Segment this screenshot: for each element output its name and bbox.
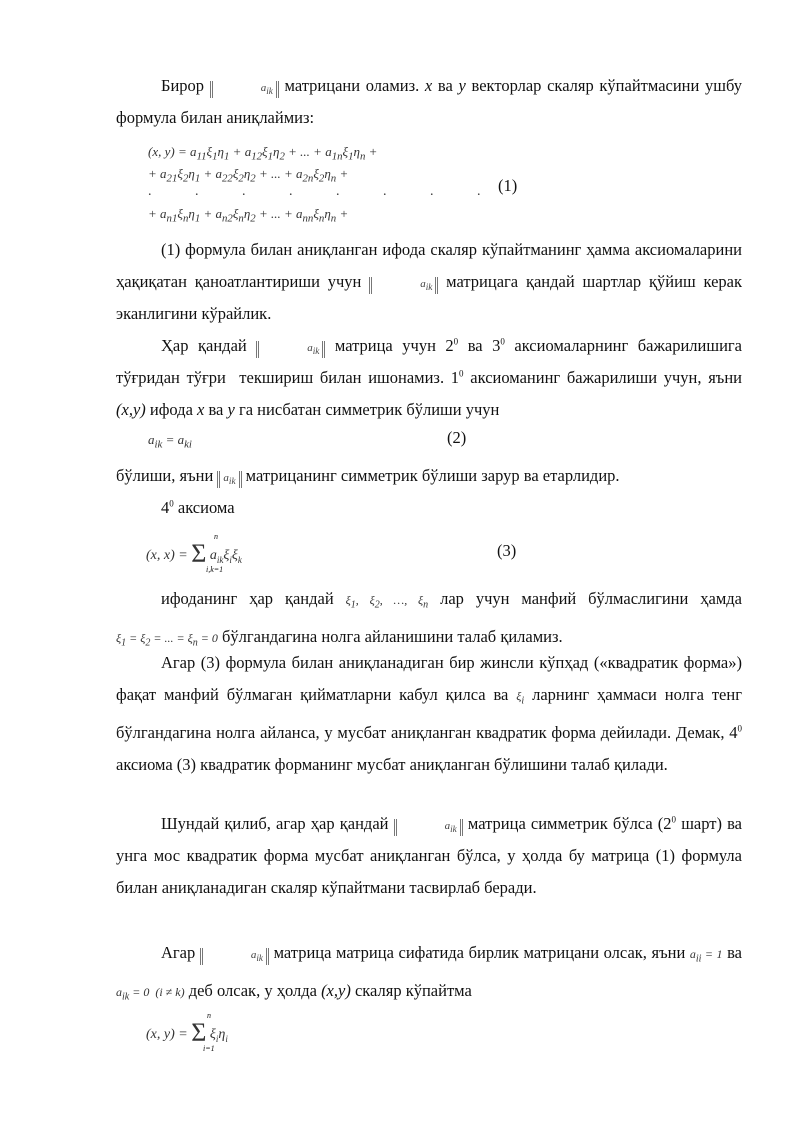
equation-3-lower-limit: i,k=1	[206, 565, 224, 574]
paragraph-conditions: (1) формула билан аниқланган ифода скаляр кўпайтманинг ҳамма аксиомаларини ҳақиқатан қаноатлантириши учун $a_{ik}$ матрицага қандай шартлар қўйиш керак эканлигини кўрайлик.	[116, 240, 743, 323]
matrix-norm-aik: $a_{ik}$	[217, 471, 241, 488]
matrix-norm-aik: $a_{ik}$	[210, 81, 279, 98]
equation-1-dots: . . . . . . . .	[148, 184, 501, 199]
paragraph-quadratic-form: Агар (3) формула билан аниқланадиган бир жинсли кўпҳад («квадратик форма») фақат манфий бўлмаган қийматларни кабул қилса ва $\xi_i$ ларнинг ҳаммаси нолга тенг бўлгандагина нолга айланса, у мусбат аниқланган квадратик форма дейилади. Демак, $4^0$ аксиома (3) квадратик форманинг мусбат аниқланган бўлишини талаб қилади.	[116, 653, 742, 775]
paragraph-axiom-4: $4^0$ аксиома	[161, 498, 235, 517]
paragraph-intro: Бирор $a_{ik}$ матрицани оламиз. x ва y векторлар скаляр кўпайтмасини ушбу формула билан аниқлаймиз:	[116, 76, 742, 127]
equation-3: (x, x) = Σ $a_{ik}\xi_i\xi_k$	[146, 539, 242, 568]
matrix-norm-aik: $a_{ik}$	[394, 819, 463, 836]
equation-1-number: (1)	[498, 176, 518, 195]
matrix-norm-aik: $a_{ik}$	[369, 277, 438, 294]
paragraph-axioms: Ҳар қандай $a_{ik}$ матрица учун $2^0$ ва $3^0$ аксиомаларнинг бажарилишига тўғридан тўғри текшириш билан ишонамиз. $1^0$ аксиоманинг бажарилиши учун, яъни (x,y) ифода x ва y га нисбатан симметрик бўлиши учун	[116, 336, 742, 419]
paragraph-nonnegative: ифоданинг ҳар қандай $\xi_1$, $\xi_2$, …, $\xi_n$ лар учун манфий бўлмаслигини ҳамда $\xi_1 = \xi_2$ = ... = $\xi_n = 0$ бўлгандагина нолга айланишини талаб қиламиз.	[116, 589, 743, 649]
matrix-norm-aik: $a_{ik}$	[200, 948, 269, 965]
equation-1-line-2: + $a_{21}\xi_2\eta_1 + a_{22}\xi_2\eta_2$ + ... + $a_{2n}\xi_2\eta_n$ +	[148, 166, 349, 185]
paragraph-identity-matrix: Агар $a_{ik}$ матрица матрица сифатида бирлик матрицани олсак, яъни $a_{ii} = 1$ ва $a_{ik} = 0$ (i ≠ k) деб олсак, у ҳолда (x,y) скаляр кўпайтма	[116, 943, 742, 1003]
paragraph-symmetric: бўлиши, яъни $a_{ik}$ матрицанинг симметрик бўлиши зарур ва етарлидир.	[116, 466, 620, 487]
equation-1-line-4: + $a_{n1}\xi_n\eta_1 + a_{n2}\xi_n\eta_2$ + ... + $a_{nn}\xi_n\eta_n$ +	[148, 206, 349, 225]
equation-2: $a_{ik} = a_{ki}$	[148, 432, 192, 451]
paragraph-conclusion: Шундай қилиб, агар ҳар қандай $a_{ik}$ матрица симметрик бўлса ($2^0$ шарт) ва унга мос квадратик форма мусбат аниқланган бўлса, у ҳолда бу матрица (1) формула билан аниқланадиган скаляр кўпайтмани тасвирлаб беради.	[116, 814, 742, 897]
equation-1-line-1: (x, $y) = a_{11}\xi_1\eta_1 + a_{12}\xi_1\eta_2$ + ... + $a_{1n}\xi_1\eta_n$ +	[148, 144, 378, 163]
matrix-norm-aik: $a_{ik}$	[256, 341, 325, 358]
equation-4-lower-limit: i=1	[203, 1044, 215, 1053]
equation-3-upper-limit: n	[214, 532, 218, 541]
equation-2-number: (2)	[447, 428, 467, 447]
equation-4-upper-limit: n	[207, 1011, 211, 1020]
equation-4: (x, y) = Σ $\xi_i\eta_i$	[146, 1018, 228, 1047]
equation-3-number: (3)	[497, 541, 517, 560]
